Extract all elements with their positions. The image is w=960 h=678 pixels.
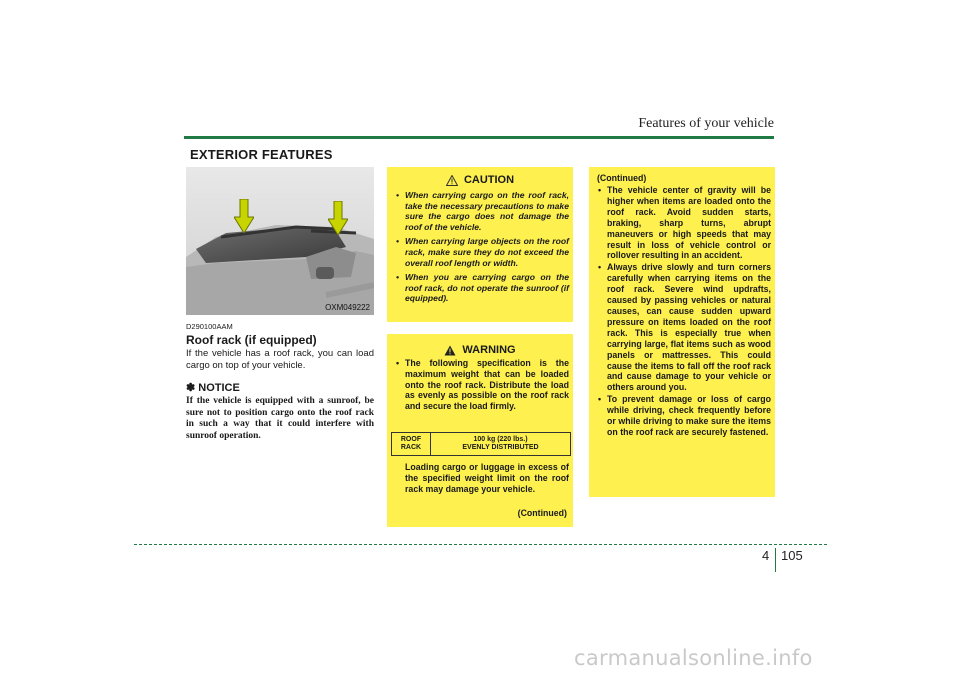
section-title: EXTERIOR FEATURES <box>190 147 333 162</box>
list-item: • The following specification is the maximum weight that can be loaded onto the roof rack. Distribute the load as evenly as possible on the roof rack and secure the load firmly. <box>396 358 569 412</box>
notice-heading: ✽ NOTICE <box>186 382 240 394</box>
photo-code: OXM049222 <box>325 303 370 312</box>
list-item: • The vehicle center of gravity will be higher when items are loaded onto the roof rack. Avoid sudden starts, braking, sharp turns, abrupt maneuvers or high speeds that may result in loss of vehicle control or rollover resulting in an accident. <box>598 185 771 261</box>
page-number: 105 <box>781 548 803 563</box>
watermark: carmanualsonline.info <box>574 646 813 670</box>
caution-triangle-icon <box>446 175 458 186</box>
warning-title <box>387 344 573 356</box>
continued-list <box>595 185 771 439</box>
list-item: • When carrying large objects on the roof rack, make sure they do not exceed the overall roof length or width. <box>396 236 569 268</box>
list-item: • When you are carrying cargo on the roof rack, do not operate the sunroof (if equipped). <box>396 272 569 304</box>
footer-rule <box>134 544 827 545</box>
header-title: Features of your vehicle <box>638 116 774 131</box>
page-number-divider <box>775 548 776 572</box>
header-rule <box>184 136 774 139</box>
table-value-cell: 100 kg (220 lbs.) EVENLY DISTRIBUTED <box>462 435 539 451</box>
warning-box <box>387 334 573 527</box>
caution-title-text: CAUTION <box>463 174 515 186</box>
chapter-number: 4 <box>762 548 770 563</box>
car-roof-illustration <box>186 167 374 315</box>
warning-title-text: WARNING <box>462 344 516 356</box>
warning-triangle-icon <box>444 345 456 356</box>
list-item: • When carrying cargo on the roof rack, take the necessary precautions to make sure the cargo does not damage the roof of the vehicle. <box>396 190 569 232</box>
roof-rack-paragraph: If the vehicle has a roof rack, you can load cargo on top of your vehicle. <box>186 348 374 371</box>
roof-rack-capacity-table <box>391 432 571 456</box>
table-label-cell: ROOF RACK <box>392 433 431 455</box>
load-warning-text: Loading cargo or luggage in excess of the specified weight limit on the roof rack may damage your vehicle. <box>405 462 569 494</box>
caution-title <box>387 174 573 186</box>
continued-box <box>589 167 775 497</box>
arrow-down-icon <box>234 199 254 233</box>
notice-body: If the vehicle is equipped with a sunroof, be sure not to position cargo onto the roof rack in such a way that it could interfere with sunroof operation. <box>186 396 374 441</box>
list-item: • Always drive slowly and turn corners carefully when carrying items on the roof rack. Severe wind updrafts, caused by passing vehicles or natural causes, can cause sudden upward pressure on items loaded on the roof rack. This is especially true when carrying large, flat items such as wood panels or mattresses. This could cause the items to fall off the roof rack and cause damage to your vehicle or others around you. <box>598 262 771 393</box>
continued-top-label: (Continued) <box>597 173 647 183</box>
caution-box <box>387 167 573 322</box>
roof-rack-heading: Roof rack (if equipped) <box>186 333 317 347</box>
arrow-down-icon <box>328 201 348 235</box>
roof-rack-photo <box>186 167 374 315</box>
list-item: • To prevent damage or loss of cargo while driving, check frequently before or while driving to make sure the items on the roof rack are securely fastened. <box>598 394 771 437</box>
caution-list <box>393 190 569 308</box>
continued-label: (Continued) <box>517 508 567 518</box>
section-code: D290100AAM <box>186 322 233 331</box>
warning-list <box>393 358 569 412</box>
